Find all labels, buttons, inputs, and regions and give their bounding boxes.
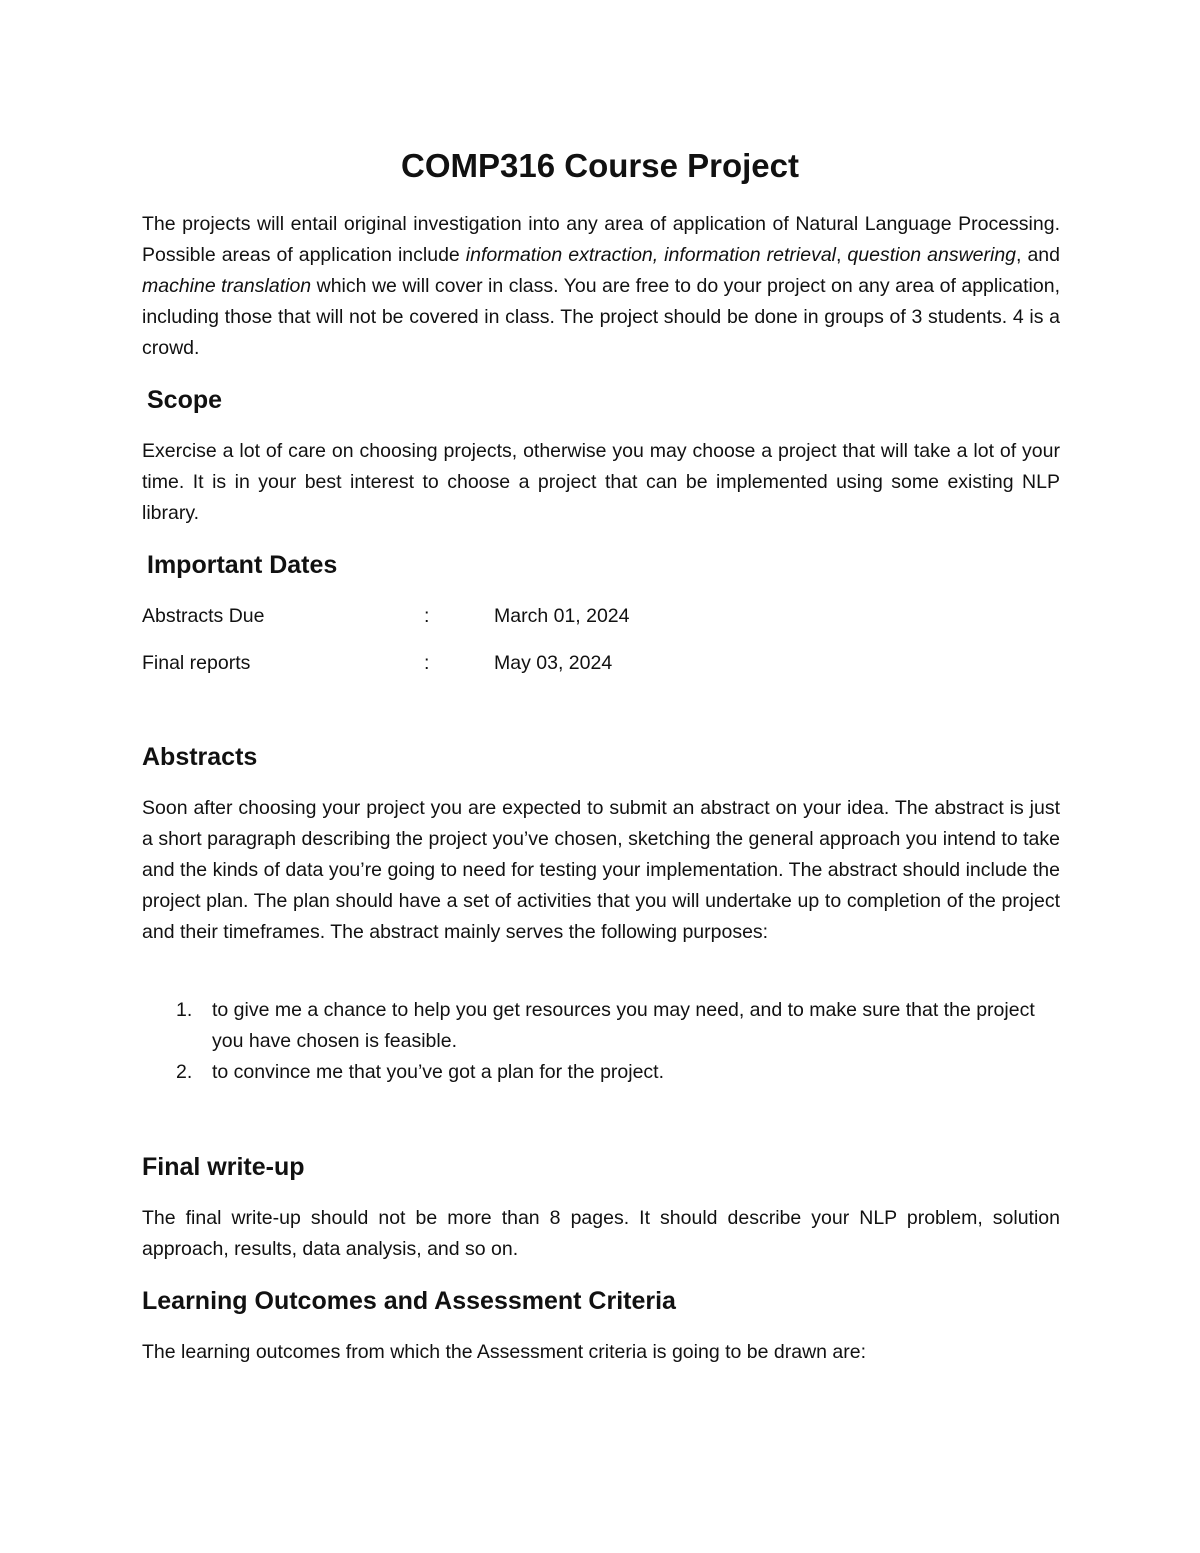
date-row-final-reports <box>142 648 842 679</box>
outcomes-heading: Learning Outcomes and Assessment Criteria <box>142 1287 676 1315</box>
scope-paragraph: Exercise a lot of care on choosing projects, otherwise you may choose a project that will take a lot of your time. It is in your best interest to choose a project that can be implemented using some existing NLP library. <box>142 440 1060 524</box>
final-writeup-heading: Final write-up <box>142 1153 305 1181</box>
date-label: Abstracts Due <box>142 605 265 627</box>
scope-heading: Scope <box>147 386 223 414</box>
intro-paragraph: The projects will entail original investigation into any area of application of Natural Language Processing. Possible areas of application include information extraction, information retrieval, question answering, and machine translation which we will cover in class. You are free to do your project on any area of application, including those that will not be covered in class. The project should be done in groups of 3 students. 4 is a crowd. <box>142 213 1061 359</box>
date-row-abstracts <box>142 601 842 632</box>
dates-heading: Important Dates <box>147 551 338 579</box>
outcomes-paragraph: The learning outcomes from which the Assessment criteria is going to be drawn are: <box>142 1341 867 1363</box>
date-value: March 01, 2024 <box>494 605 630 627</box>
final-writeup-paragraph: The final write-up should not be more than 8 pages. It should describe your NLP problem, solution approach, results, data analysis, and so on. <box>142 1207 1060 1260</box>
date-separator: : <box>424 605 430 627</box>
purposes-list <box>142 995 1060 1088</box>
page-title: COMP316 Course Project <box>401 147 799 184</box>
date-value: May 03, 2024 <box>494 652 613 674</box>
abstracts-heading: Abstracts <box>142 743 258 771</box>
list-item: 1. to give me a chance to help you get resources you may need, and to make sure that the project you have chosen is feasible. <box>176 999 1035 1052</box>
date-separator: : <box>424 652 430 674</box>
date-label: Final reports <box>142 652 251 674</box>
list-item: 2. to convince me that you’ve got a plan for the project. <box>176 1061 665 1083</box>
abstracts-paragraph: Soon after choosing your project you are expected to submit an abstract on your idea. The abstract is just a short paragraph describing the project you’ve chosen, sketching the general approach you intend to take and the kinds of data you’re going to need for testing your implementation. The abstract should include the project plan. The plan should have a set of activities that you will undertake up to completion of the project and their timeframes. The abstract mainly serves the following purposes: <box>142 797 1060 943</box>
